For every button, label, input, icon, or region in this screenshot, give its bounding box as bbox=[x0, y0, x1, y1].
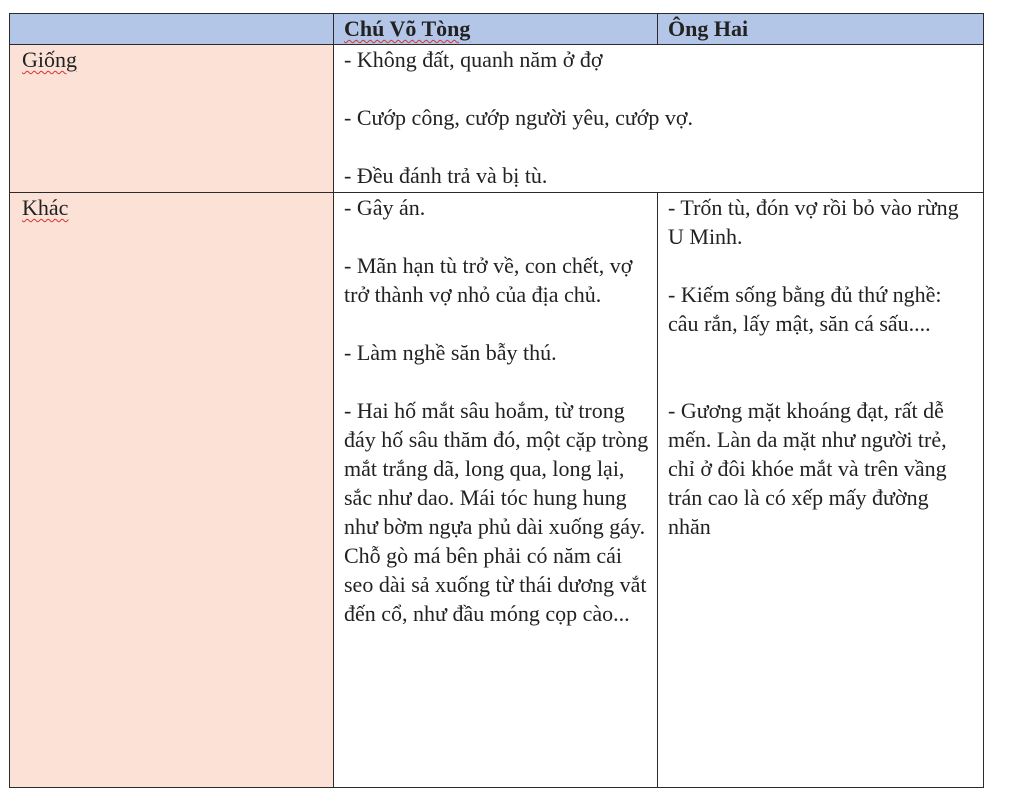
header-row bbox=[10, 14, 984, 45]
row-differences bbox=[10, 193, 984, 788]
header-cell-ong-hai bbox=[658, 14, 984, 45]
header-label-vo-tong: Chú Võ Tòng bbox=[344, 16, 471, 41]
row-label-cell-similarities bbox=[10, 45, 334, 193]
comparison-table bbox=[9, 13, 984, 788]
header-cell-empty bbox=[10, 14, 334, 45]
cell-ong-hai-differences bbox=[658, 193, 984, 788]
row-label-cell-differences bbox=[10, 193, 334, 788]
row-label-similarities: Giống bbox=[22, 47, 77, 72]
cell-shared-points bbox=[334, 45, 984, 193]
row-similarities bbox=[10, 45, 984, 193]
header-label-ong-hai: Ông Hai bbox=[668, 16, 749, 41]
vo-tong-point: - Làm nghề săn bẫy thú. bbox=[344, 340, 557, 365]
vo-tong-point: - Mãn hạn tù trở về, con chết, vợ trở thành vợ nhỏ của địa chủ. bbox=[344, 253, 633, 307]
shared-point: - Không đất, quanh năm ở đợ bbox=[344, 47, 603, 72]
vo-tong-point: - Gây án. bbox=[344, 195, 426, 220]
cell-vo-tong-differences bbox=[334, 193, 658, 788]
row-label-differences: Khác bbox=[22, 195, 69, 220]
ong-hai-point: - Trốn tù, đón vợ rồi bỏ vào rừng U Minh. bbox=[668, 195, 959, 249]
shared-point: - Đều đánh trả và bị tù. bbox=[344, 163, 548, 188]
shared-point: - Cướp công, cướp người yêu, cướp vợ. bbox=[344, 105, 694, 130]
ong-hai-point: - Kiếm sống bằng đủ thứ nghề: câu rắn, lấy mật, săn cá sấu.... bbox=[668, 282, 942, 336]
vo-tong-point: - Hai hố mắt sâu hoắm, từ trong đáy hố sâu thăm đó, một cặp tròng mắt trắng dã, long qua, long lại, sắc như dao. Mái tóc hung hung như bờm ngựa phủ dài xuống gáy. Chỗ gò má bên phải có năm cái seo dài sả xuống từ thái dương vắt đến cổ, như đầu móng cọp cào... bbox=[344, 398, 649, 626]
header-cell-vo-tong bbox=[334, 14, 658, 45]
ong-hai-point: - Gương mặt khoáng đạt, rất dễ mến. Làn da mặt như người trẻ, chỉ ở đôi khóe mắt và trên vầng trán cao là có xếp mấy đường nhăn bbox=[668, 398, 947, 539]
